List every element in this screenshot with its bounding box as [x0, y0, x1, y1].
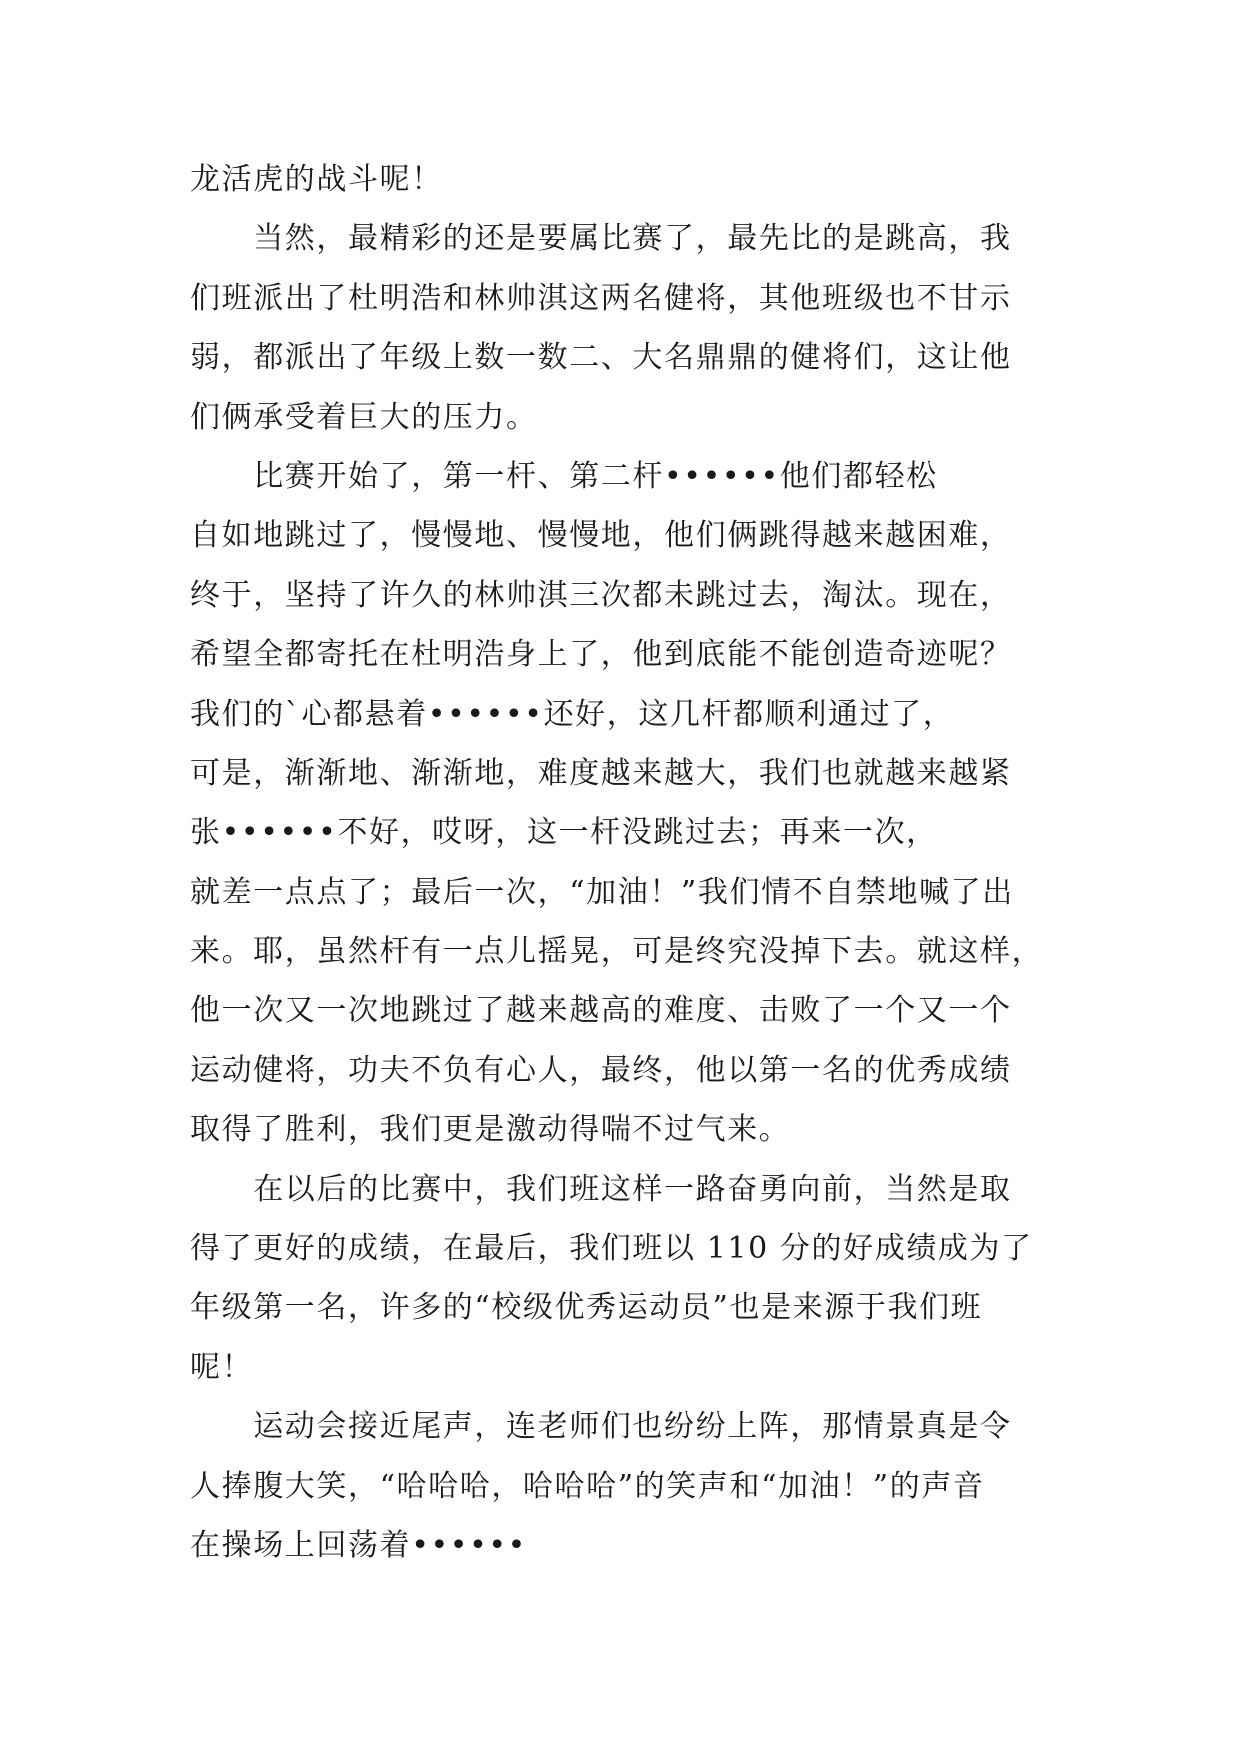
body-text: [190, 150, 1060, 1575]
text-line: 运动健将，功夫不负有心人，最终，他以第一名的优秀成绩: [190, 1052, 1012, 1088]
text-line: 龙活虎的战斗呢！: [190, 162, 443, 197]
text-line: 比赛开始了，第一杆、第二杆••••••他们都轻松: [190, 458, 938, 494]
text-line: 当然，最精彩的还是要属比赛了，最先比的是跳高，我: [190, 221, 1012, 257]
text-line: 我们的`心都悬着••••••还好，这几杆都顺利通过了，: [190, 696, 955, 732]
text-line: 们班派出了杜明浩和林帅淇这两名健将，其他班级也不甘示: [190, 280, 1012, 316]
text-line: 可是，渐渐地、渐渐地，难度越来越大，我们也就越来越紧: [190, 755, 1012, 791]
text-line: 自如地跳过了，慢慢地、慢慢地，他们俩跳得越来越困难，: [190, 518, 1012, 554]
text-line: 得了更好的成绩，在最后，我们班以 110 分的好成绩成为了: [190, 1231, 1033, 1267]
text-line: 来。耶，虽然杆有一点儿摇晃，可是终究没掉下去。就这样，: [190, 934, 1044, 970]
text-line: 们俩承受着巨大的压力。: [190, 399, 538, 435]
text-line: 终于，坚持了许久的林帅淇三次都未跳过去，淘汰。现在，: [190, 577, 1012, 613]
text-line: 呢！: [190, 1349, 254, 1385]
text-line: 希望全都寄托在杜明浩身上了，他到底能不能创造奇迹呢？: [190, 637, 1012, 673]
text-line: 张••••••不好，哎呀，这一杆没跳过去；再来一次，: [190, 815, 938, 851]
text-line: 在操场上回荡着••••••: [190, 1527, 527, 1563]
text-line: 年级第一名，许多的“校级优秀运动员”也是来源于我们班: [190, 1290, 983, 1326]
text-line: 运动会接近尾声，连老师们也纷纷上阵，那情景真是令: [190, 1409, 1012, 1445]
text-line: 就差一点点了；最后一次，“加油！”我们情不自禁地喊了出: [190, 874, 1014, 910]
text-line: 在以后的比赛中，我们班这样一路奋勇向前，当然是取: [190, 1171, 1012, 1207]
text-line: 他一次又一次地跳过了越来越高的难度、击败了一个又一个: [190, 993, 1012, 1029]
text-line: 人捧腹大笑，“哈哈哈，哈哈哈”的笑声和“加油！”的声音: [190, 1468, 985, 1504]
text-line: 弱，都派出了年级上数一数二、大名鼎鼎的健将们，这让他: [190, 340, 1012, 376]
text-line: 取得了胜利，我们更是激动得喘不过气来。: [190, 1112, 791, 1148]
